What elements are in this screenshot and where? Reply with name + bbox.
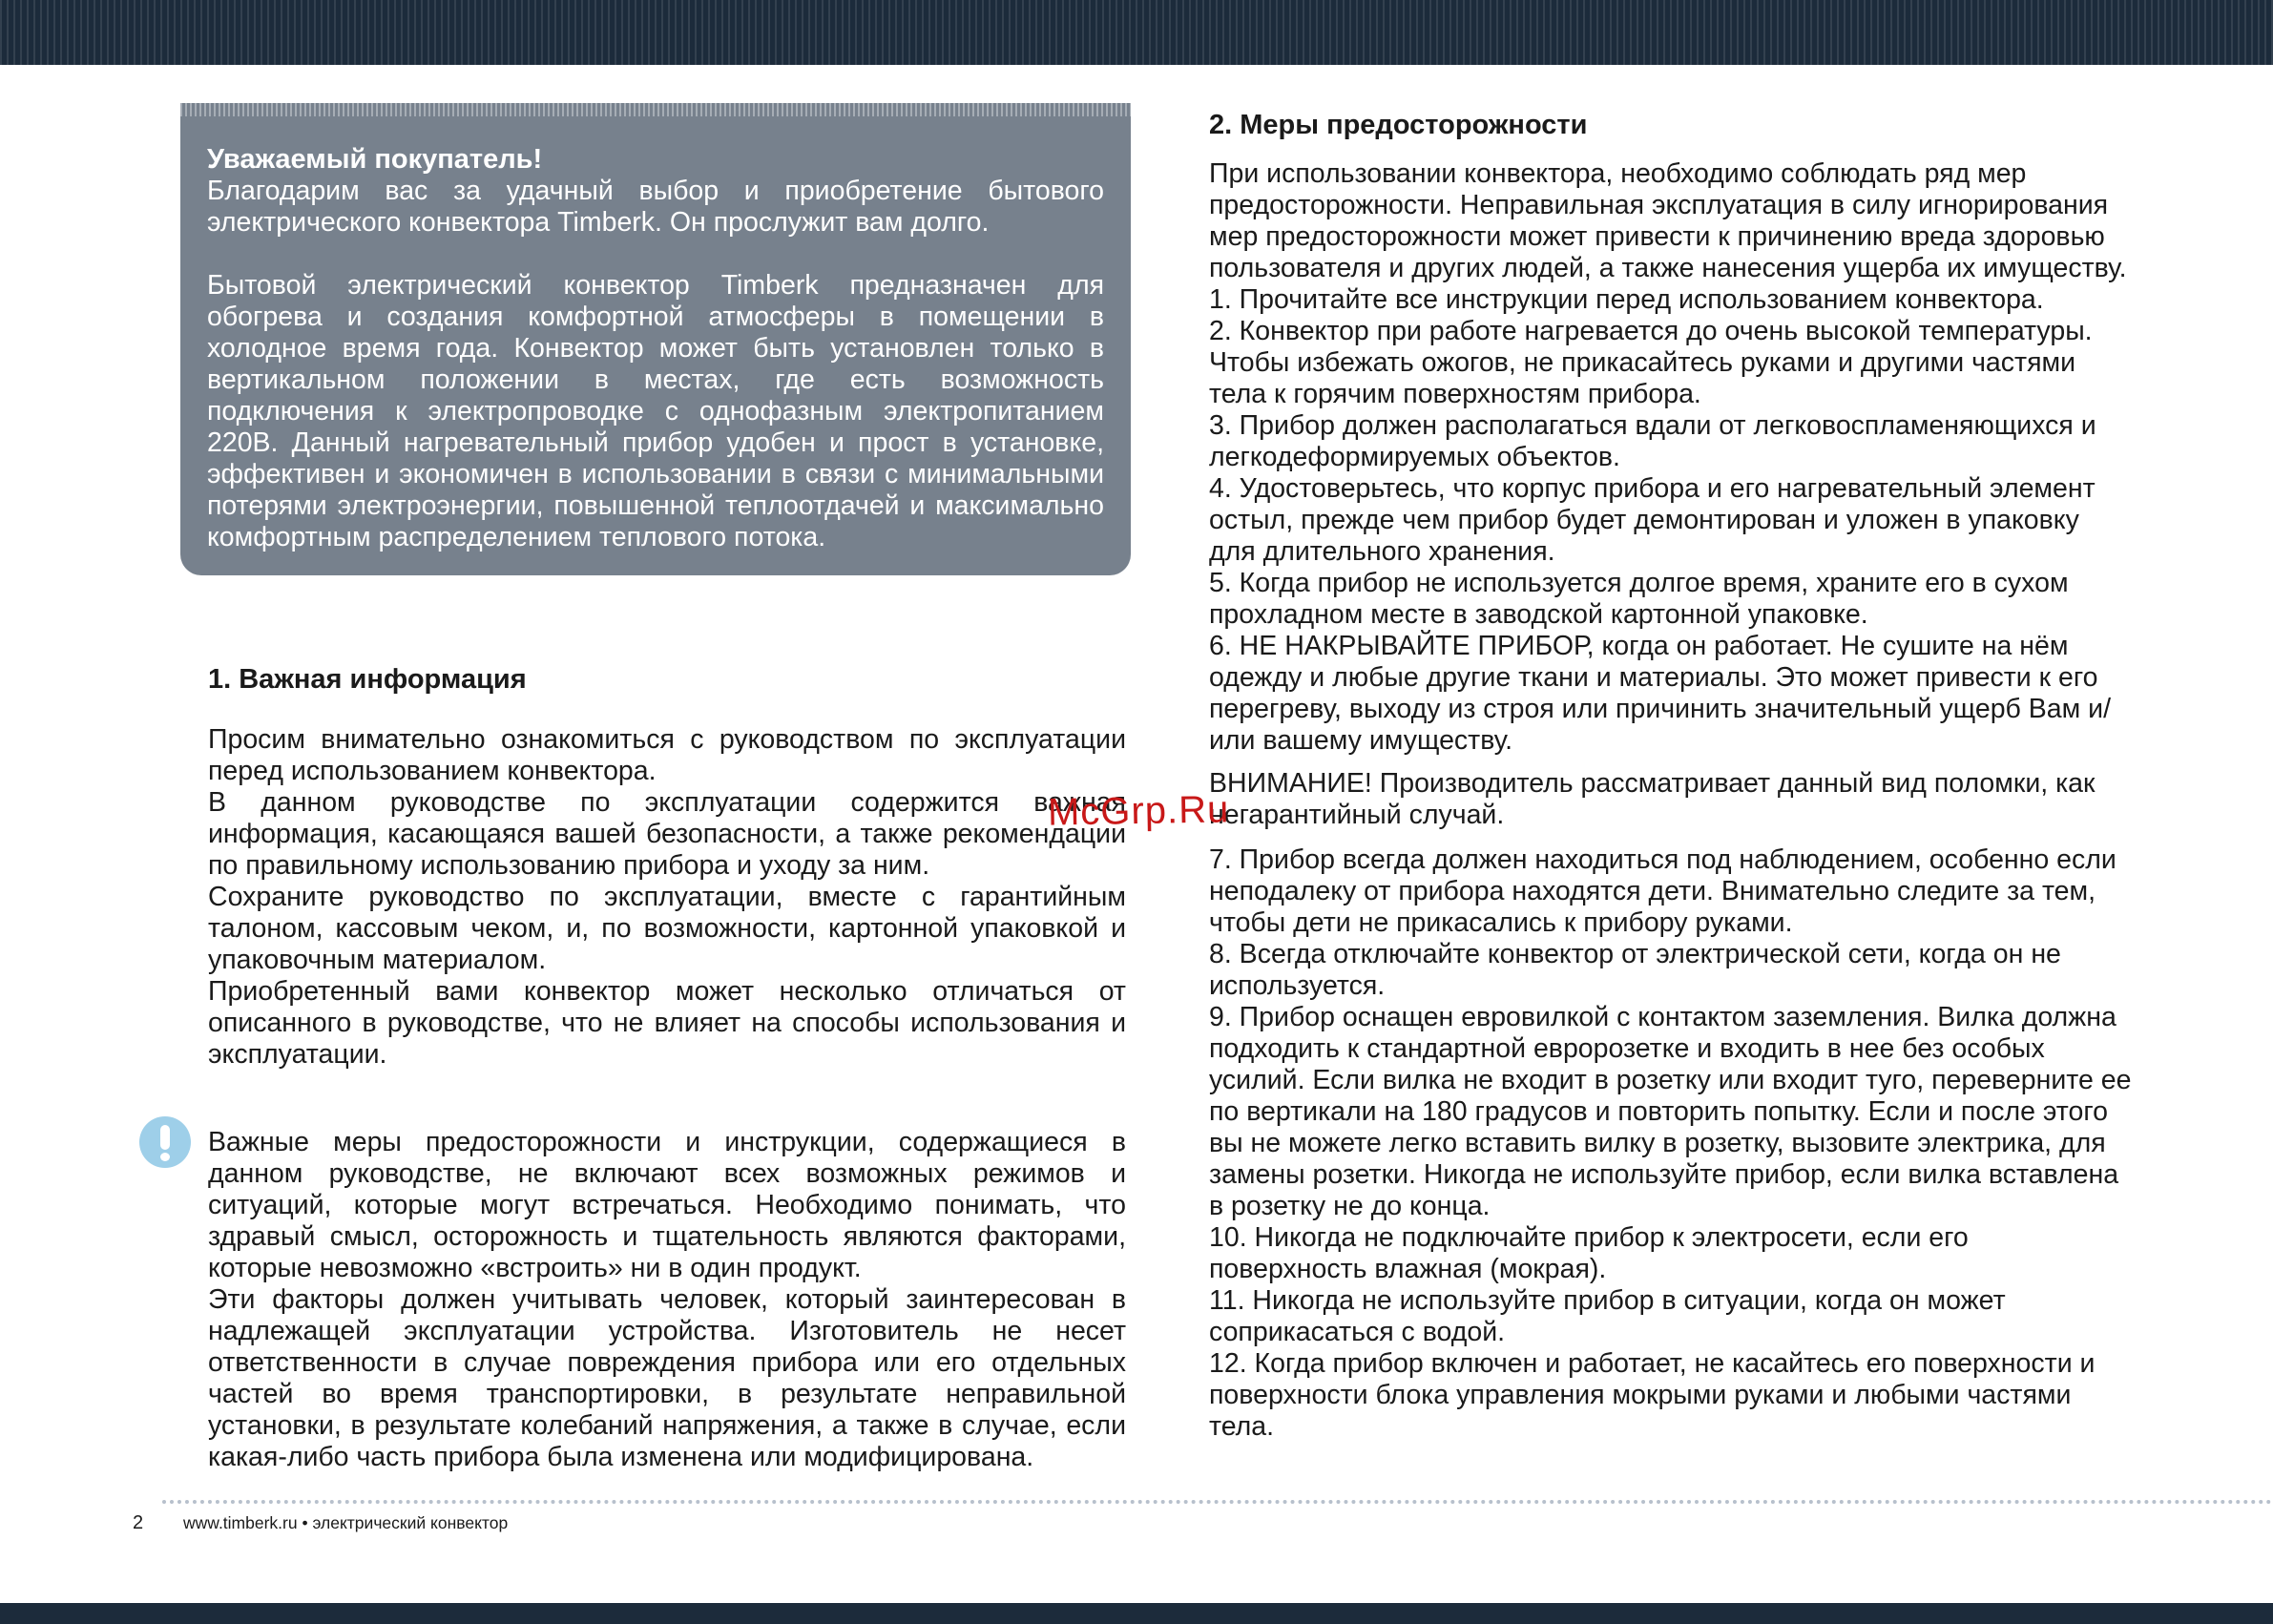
- exclamation-icon: [139, 1116, 191, 1168]
- section-2-heading: 2. Меры предосторожности: [1209, 110, 1588, 140]
- section-1-paragraph: Сохраните руководство по эксплуатации, вместе с гарантийным талоном, кассовым чеком, и, по возможности, картонной упаковкой и упаковочным материалом.: [208, 882, 1126, 975]
- precaution-item: 7. Прибор всегда должен находиться под наблюдением, особенно если неподалеку от прибора находятся дети. Внимательно следите за тем, чтобы дети не прикасались к прибору руками.: [1209, 844, 2117, 938]
- page-number: 2: [133, 1512, 144, 1533]
- precaution-item: 11. Никогда не используйте прибор в ситуации, когда он может соприкасаться с водой.: [1209, 1285, 2006, 1347]
- section-1-paragraph: Приобретенный вами конвектор может несколько отличаться от описанного в руководстве, что не влияет на способы использования и эксплуатации.: [208, 976, 1126, 1070]
- footer-text: www.timberk.ru • электрический конвектор: [183, 1513, 509, 1532]
- warning-paragraph: Эти факторы должен учитывать человек, который заинтересован в надлежащей эксплуатации устройства. Изготовитель не несет ответственности в случае повреждения прибора или его отдельных частей во время транспортировки, в результате неправильной установки, в результате колебаний напряжения, а также в случае, если какая-либо часть прибора была изменена или модифицирована.: [208, 1284, 1126, 1472]
- precaution-item: 9. Прибор оснащен евровилкой с контактом заземления. Вилка должна подходить к стандартной евророзетке и входить в нее без особых усилий. Если вилка не входит в розетку или входит туго, переверните ее по вертикали на 180 градусов и повторить попытку. Если и после этого вы не можете легко вставить вилку в розетку, вызовите электрика, для замены розетки. Никогда не используйте прибор, если вилка вставлена в розетку не до конца.: [1209, 1002, 2132, 1221]
- intro-paragraph-2: Бытовой электрический конвектор Timberk предназначен для обогрева и создания комфортной атмосферы в помещении в холодное время года. Конвектор может быть установлен только в вертикальном положении в местах, где есть возможность подключения к электропроводке с однофазным электропитанием 220В. Данный нагревательный прибор удобен и прост в установке, эффективен и экономичен в использовании в связи с минимальными потерями электроэнергии, повышенной теплоотдачей и максимально комфортным распределением теплового потока.: [207, 270, 1104, 552]
- precaution-item: 8. Всегда отключайте конвектор от электрической сети, когда он не используется.: [1209, 939, 2061, 1001]
- section-precautions: [1209, 109, 2133, 1443]
- intro-title: Уважаемый покупатель!: [207, 144, 543, 175]
- precaution-item: 3. Прибор должен располагаться вдали от легковоспламеняющихся и легкодеформируемых объектов.: [1209, 410, 2096, 472]
- footer-band: [0, 1603, 2273, 1624]
- warning-block: [208, 1127, 1126, 1473]
- footer-divider: [162, 1500, 2273, 1504]
- precaution-item: 4. Удостоверьтесь, что корпус прибора и его нагревательный элемент остыл, прежде чем прибор будет демонтирован и уложен в упаковку для длительного хранения.: [1209, 473, 2096, 567]
- section-1-paragraph: В данном руководстве по эксплуатации содержится важная информация, касающаяся вашей безопасности, а также рекомендации по правильному использованию прибора и уходу за ним.: [208, 787, 1126, 881]
- precaution-item: 5. Когда прибор не используется долгое время, храните его в сухом прохладном месте в заводской картонной упаковке.: [1209, 568, 2069, 630]
- section-2-intro: При использовании конвектора, необходимо соблюдать ряд мер предосторожности. Неправильная эксплуатация в силу игнорирования мер предосторожности может привести к причинению вреда здоровью пользователя и других людей, а также нанесения ущерба их имуществу.: [1209, 158, 2127, 283]
- warning-paragraph: Важные меры предосторожности и инструкции, содержащиеся в данном руководстве, не включают всех возможных режимов и ситуаций, которые могут встречаться. Необходимо понимать, что здравый смысл, осторожность и тщательность являются факторами, которые невозможно «встроить» ни в один продукт.: [208, 1127, 1126, 1283]
- section-1-heading: 1. Важная информация: [208, 664, 527, 695]
- intro-paragraph-1: Благодарим вас за удачный выбор и приобретение бытового электрического конвектора Timberk. Он прослужит вам долго.: [207, 176, 1104, 238]
- precaution-item: 1. Прочитайте все инструкции перед использованием конвектора.: [1209, 284, 2044, 315]
- section-important-info: [208, 663, 1126, 1071]
- precaution-item: 10. Никогда не подключайте прибор к электросети, если его поверхность влажная (мокрая).: [1209, 1222, 1969, 1284]
- precaution-item: 2. Конвектор при работе нагревается до очень высокой температуры. Чтобы избежать ожогов, не прикасайтесь руками и другими частями тела к горячим поверхностям прибора.: [1209, 316, 2093, 409]
- watermark: McGrp.Ru: [1047, 788, 1230, 834]
- precaution-item: 12. Когда прибор включен и работает, не касайтесь его поверхности и поверхности блока управления мокрыми руками и любыми частями тела.: [1209, 1348, 2096, 1442]
- precaution-item: 6. НЕ НАКРЫВАЙТЕ ПРИБОР, когда он работает. Не сушите на нём одежду и любые другие ткани и материалы. Это может привести к его перегреву, выходу из строя или причинить значительный ущерб Вам и/или вашему имуществу.: [1209, 631, 2112, 756]
- section-1-paragraph: Просим внимательно ознакомиться с руководством по эксплуатации перед использованием конвектора.: [208, 724, 1126, 786]
- warranty-notice: ВНИМАНИЕ! Производитель рассматривает данный вид поломки, как негарантийный случай.: [1209, 768, 2096, 830]
- header-band: [0, 0, 2273, 65]
- intro-box: [180, 103, 1131, 575]
